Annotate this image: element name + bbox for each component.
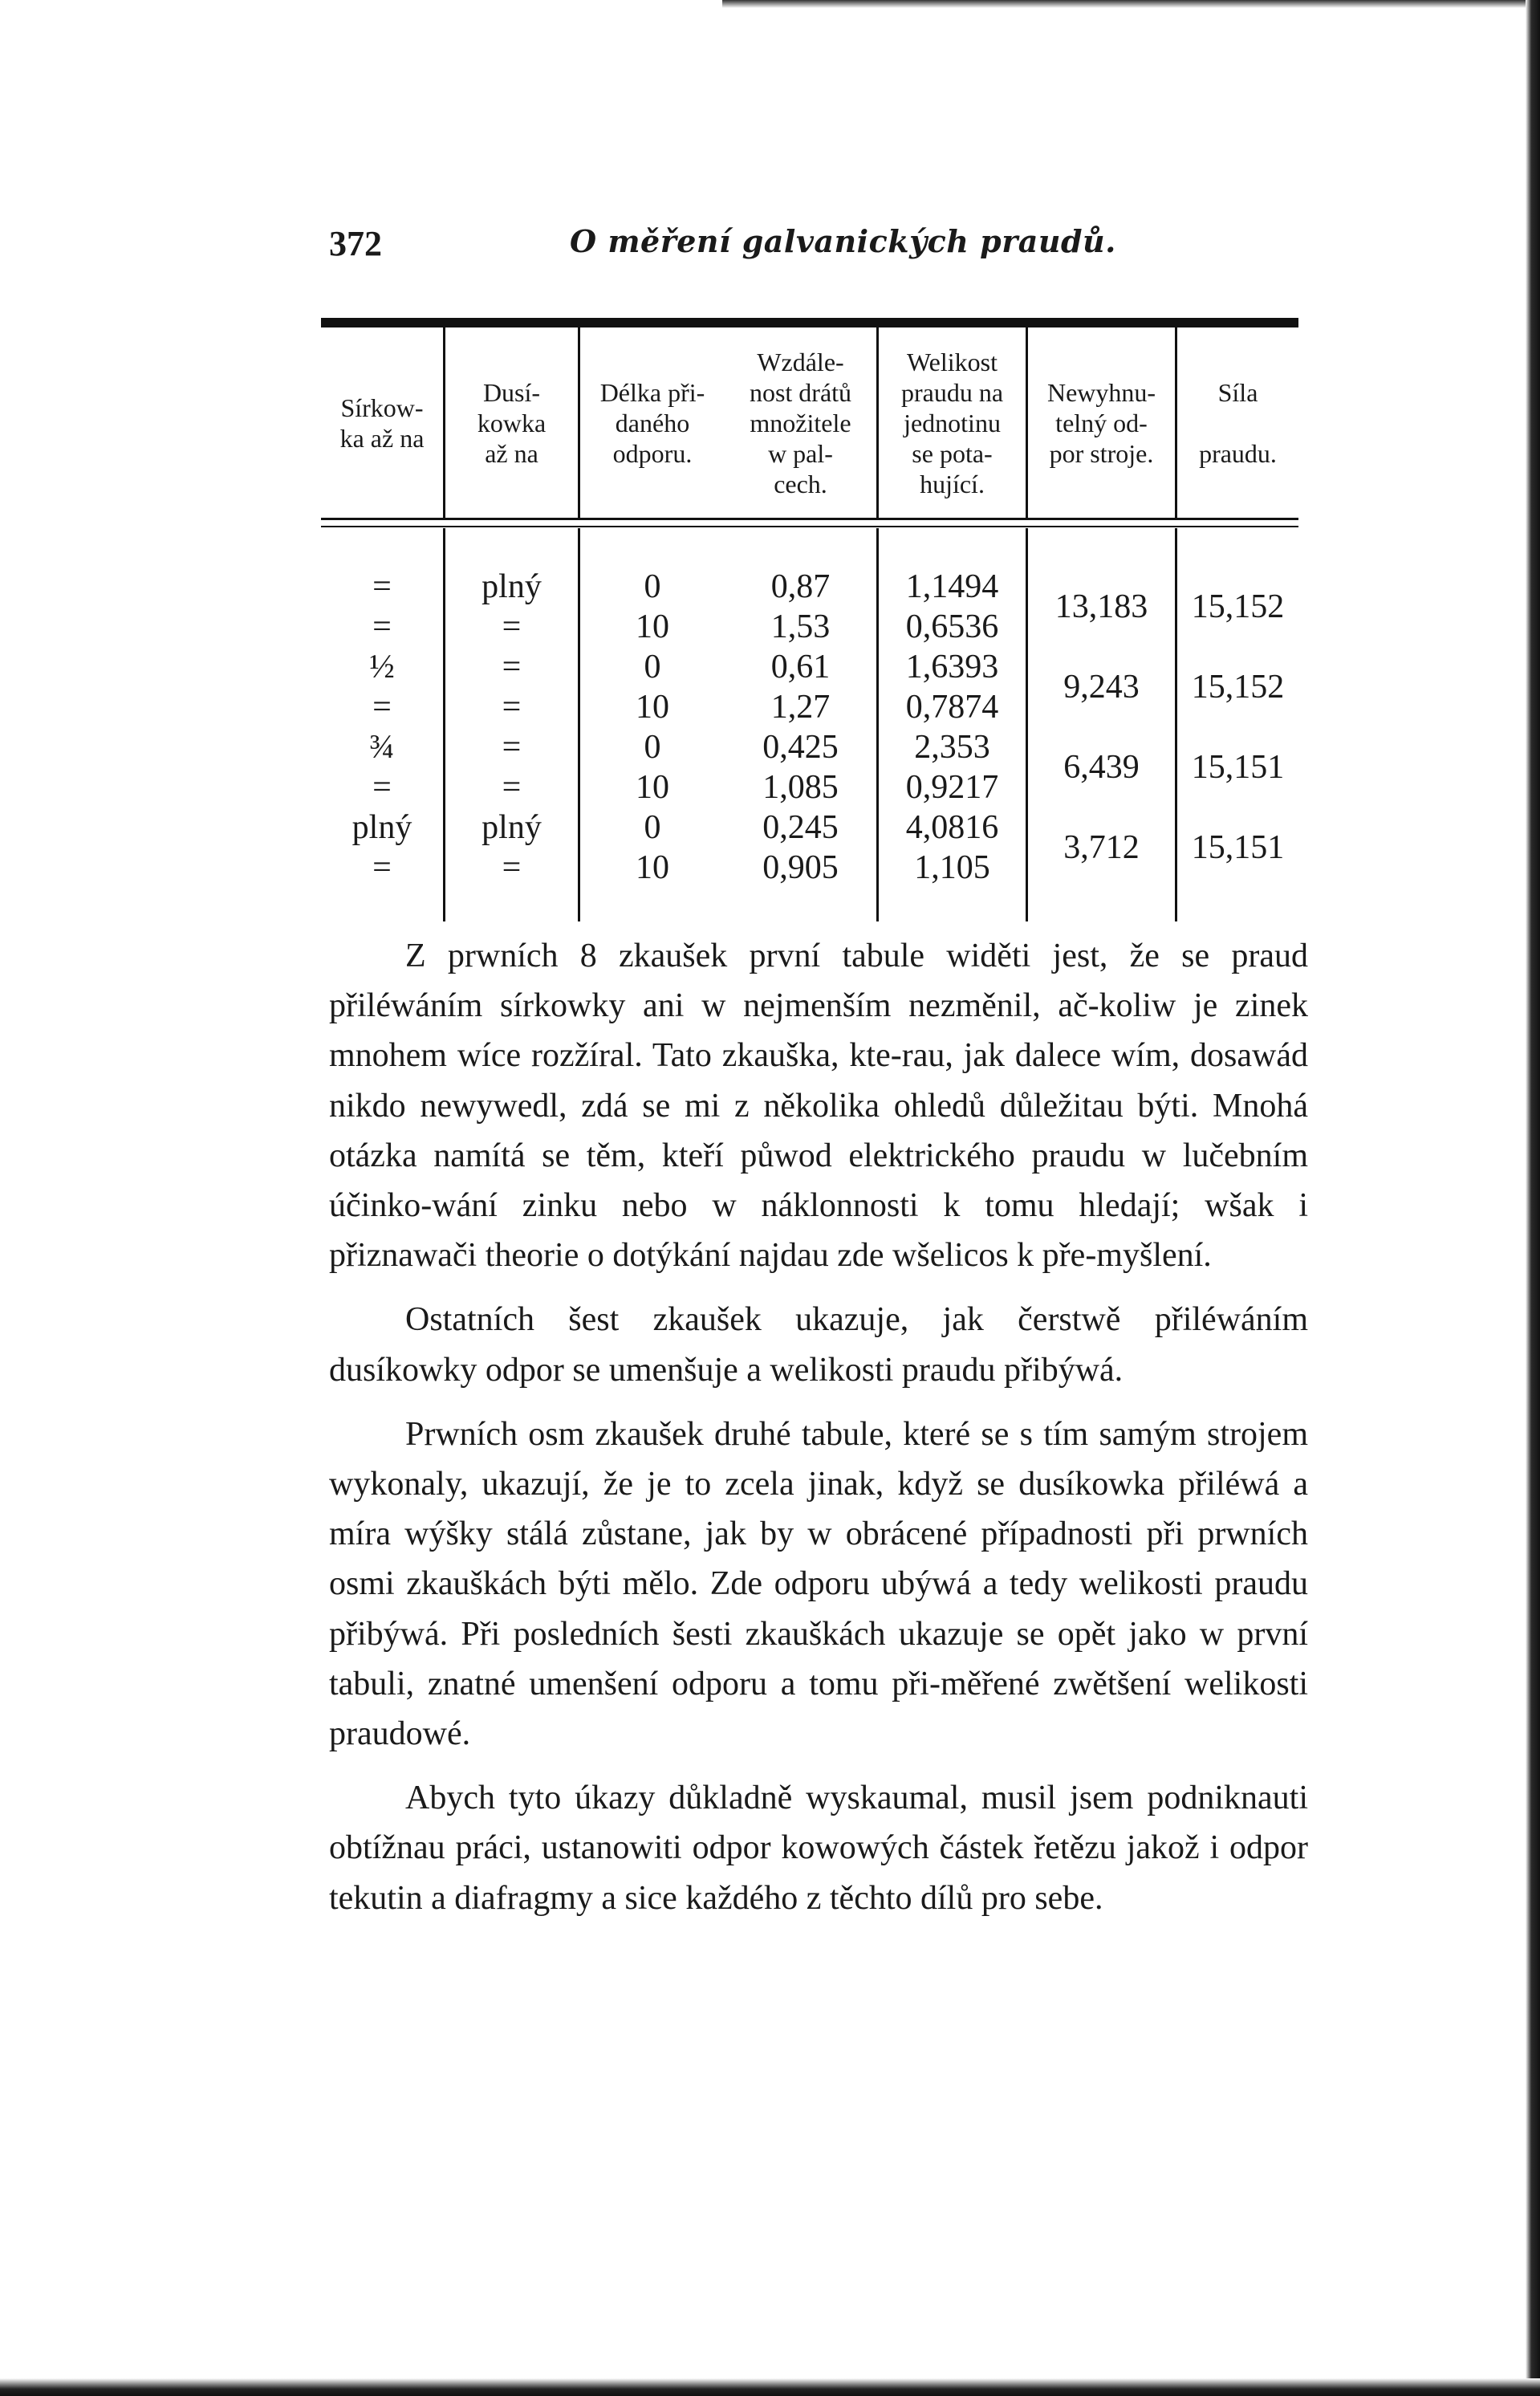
cell-odpor-stroje: 3,712 <box>1063 829 1140 866</box>
cell-wzdalenost: 0,425 <box>762 729 839 766</box>
paragraph: Ostatních šest zkaušek ukazuje, jak čerstwě přiléwáním dusíkowky odpor se umenšuje a welikosti praudu přibýwá. <box>329 1301 1308 1389</box>
cell-sirkowka: = <box>372 769 392 806</box>
table-header-rule <box>321 518 1298 520</box>
cell-wzdalenost: 0,245 <box>762 809 839 846</box>
scan-edge-right <box>1526 0 1540 2396</box>
cell-welikost: 2,353 <box>914 729 990 766</box>
cell-welikost: 0,6536 <box>905 608 999 645</box>
cell-sirkowka: ½ <box>369 649 395 685</box>
cell-welikost: 0,9217 <box>905 769 999 806</box>
cell-odpor-stroje: 13,183 <box>1054 588 1148 625</box>
cell-wzdalenost: 0,87 <box>770 568 831 605</box>
header-dusikowka: Dusí- kowka až na <box>477 377 547 468</box>
header-wzdalenost: Wzdále- nost drátů množitele w pal- cech. <box>749 347 852 498</box>
cell-delka: 10 <box>636 608 669 645</box>
cell-welikost: 1,105 <box>914 849 990 886</box>
cell-odpor-stroje: 6,439 <box>1063 749 1140 786</box>
table-header-rule-double <box>321 526 1298 527</box>
cell-wzdalenost: 0,61 <box>770 649 831 685</box>
cell-wzdalenost: 1,53 <box>770 608 831 645</box>
cell-delka: 0 <box>644 809 661 846</box>
paragraph: Z prwních 8 zkaušek první tabule widěti jest, že se praud přiléwáním sírkowky ani w nejmenším nezměnil, ač-koliw je zinek mnohem wíce rozžíral. Tato zkauška, kte-rau, jak dalece wím, dosawád nikdo newywedl, zdá se mi z několika ohledů důležitau býti. Mnohá otázka namítá se těm, kteří půwod elektrického praudu w lučebním účinko-wání zinku nebo w náklonnosti k tomu hledají; wšak i přiznawači theorie o dotýkání najdau zde wšelicos k pře-myšlení. <box>329 938 1308 1275</box>
running-title: O měření galvanických praudů. <box>570 223 1116 259</box>
cell-sila-praudu: 15,152 <box>1191 669 1285 706</box>
cell-dusikowka: = <box>502 689 522 726</box>
header-delka-odporu: Délka při- daného odporu. <box>599 377 705 468</box>
cell-welikost: 4,0816 <box>905 809 999 846</box>
cell-dusikowka: = <box>502 849 522 886</box>
cell-welikost: 0,7874 <box>905 689 999 726</box>
cell-welikost: 1,6393 <box>905 649 999 685</box>
paragraph: Prwních osm zkaušek druhé tabule, které se s tím samým strojem wykonaly, ukazují, že je to zcela jinak, když se dusíkowka přiléwá a míra wýšky stálá zůstane, jak by w obrácené případnosti při prwních osmi zkauškách býti mělo. Zde odporu ubýwá a tedy welikosti praudu přibýwá. Při posledních šesti zkauškách ukazuje se opět jako w první tabuli, znatné umenšení odporu a tomu při-měřené zwětšení welikosti praudowé. <box>329 1415 1308 1753</box>
cell-sirkowka: = <box>372 689 392 726</box>
header-sirkowka: Sírkow- ka až na <box>339 393 425 453</box>
table-top-rule <box>321 318 1298 327</box>
cell-wzdalenost: 1,27 <box>770 689 831 726</box>
cell-sila-praudu: 15,151 <box>1191 749 1285 786</box>
header-odpor-stroje: Newyhnu- telný od- por stroje. <box>1046 377 1156 468</box>
page-header <box>329 223 1308 271</box>
page-number: 372 <box>329 224 382 263</box>
cell-dusikowka: plný <box>482 809 542 846</box>
cell-sirkowka: plný <box>351 809 412 846</box>
cell-sila-praudu: 15,152 <box>1191 588 1285 625</box>
cell-dusikowka: = <box>502 649 522 685</box>
cell-delka: 0 <box>644 568 661 605</box>
body-text <box>329 931 1308 1923</box>
cell-wzdalenost: 1,085 <box>762 769 839 806</box>
paragraph: Abych tyto úkazy důkladně wyskaumal, musil jsem podniknauti obtížnau práci, ustanowiti odpor kowowých částek řetězu jakož i odpor tekutin a diafragmy a sice každého z těchto dílů pro sebe. <box>329 1780 1308 1917</box>
scan-edge-bottom <box>0 2378 1540 2396</box>
cell-wzdalenost: 0,905 <box>762 849 839 886</box>
cell-delka: 0 <box>644 649 661 685</box>
cell-sirkowka: = <box>372 849 392 886</box>
cell-sirkowka: = <box>372 608 392 645</box>
cell-delka: 0 <box>644 729 661 766</box>
header-welikost-praudu: Welikost praudu na jednotinu se pota- hující. <box>900 347 1004 498</box>
measurement-table <box>321 318 1298 926</box>
cell-delka: 10 <box>636 849 669 886</box>
cell-sirkowka: ¾ <box>369 729 395 766</box>
cell-dusikowka: = <box>502 608 522 645</box>
cell-welikost: 1,1494 <box>905 568 999 605</box>
scan-edge-top <box>722 0 1540 8</box>
header-sila-praudu: Síla praudu. <box>1199 377 1277 468</box>
cell-sila-praudu: 15,151 <box>1191 829 1285 866</box>
cell-sirkowka: = <box>372 568 392 605</box>
cell-dusikowka: = <box>502 769 522 806</box>
cell-dusikowka: = <box>502 729 522 766</box>
cell-odpor-stroje: 9,243 <box>1063 669 1140 706</box>
cell-delka: 10 <box>636 769 669 806</box>
cell-delka: 10 <box>636 689 669 726</box>
cell-dusikowka: plný <box>482 568 542 605</box>
